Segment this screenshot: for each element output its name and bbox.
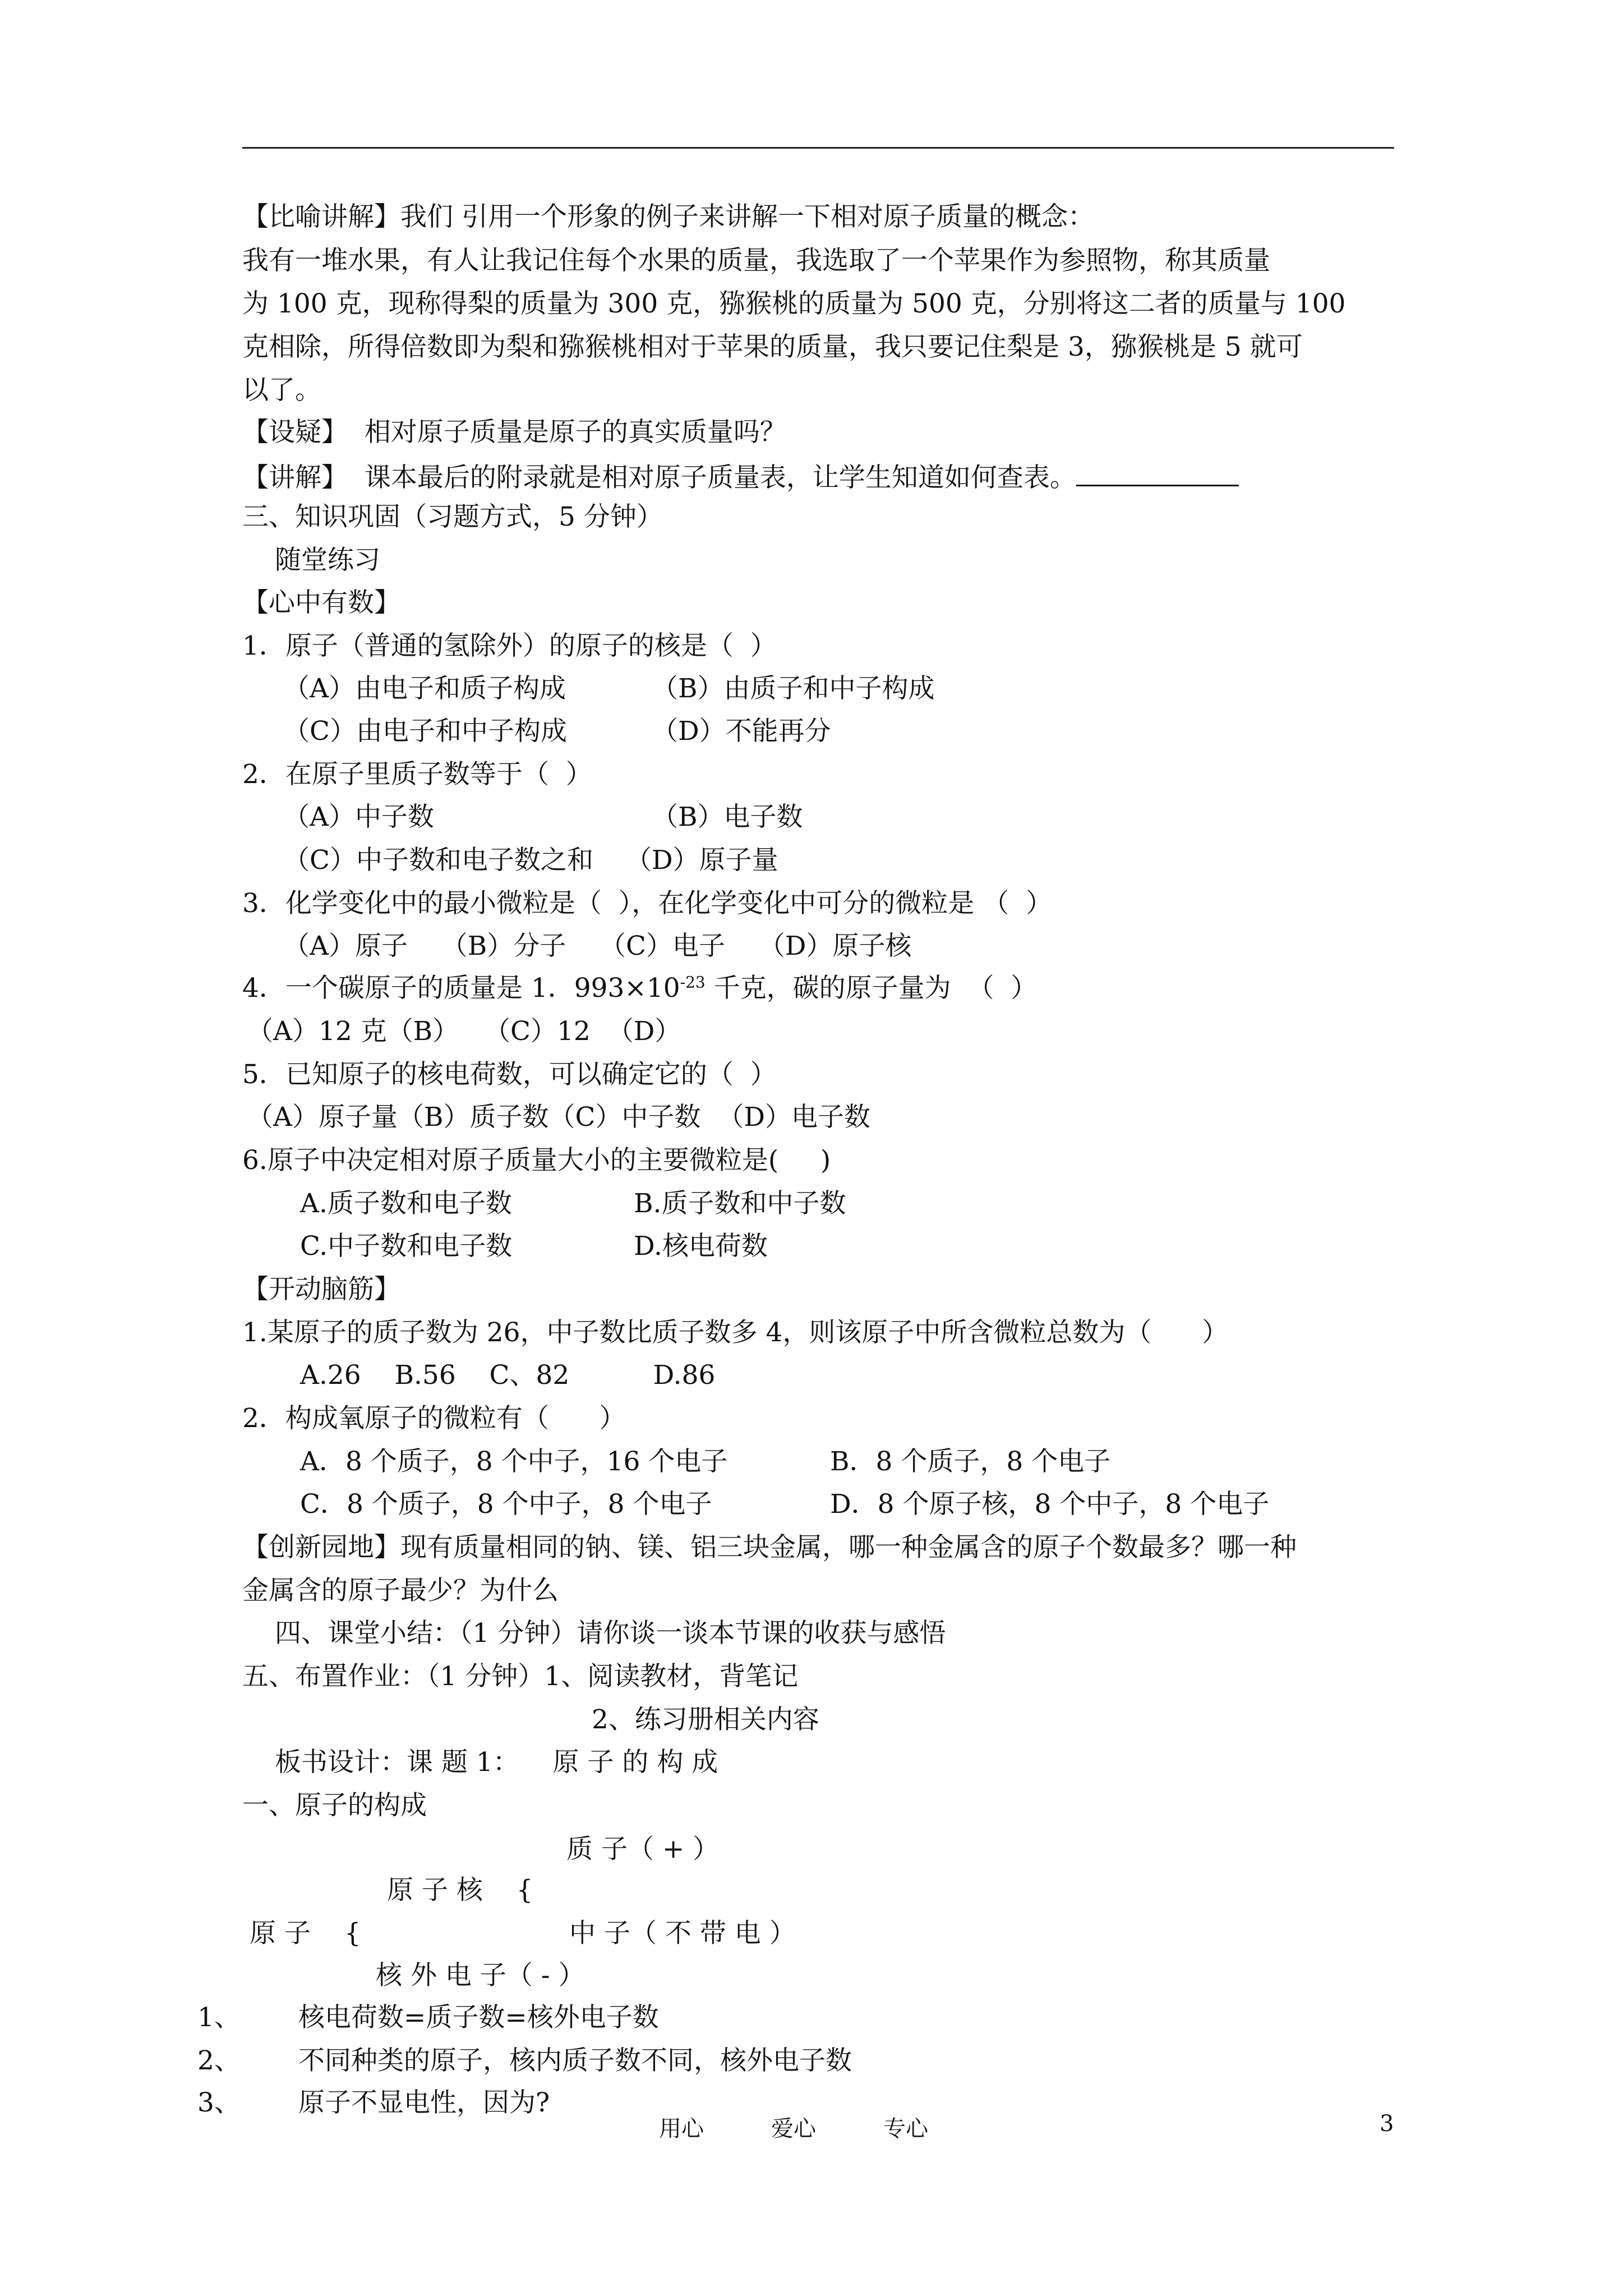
q6-option-c: C.中子数和电子数: [300, 1231, 513, 1262]
footer-slogan-2: 爱心: [771, 2116, 816, 2142]
q4-text-pre: 4．一个碳原子的质量是 1．993×10: [242, 973, 680, 1004]
brain-question-1: 1.某原子的质子数为 26，中子数比质子数多 4，则该原子中所含微粒总数为（ ）: [242, 1317, 1229, 1348]
q5-options: （A）原子量（B）质子数（C）中子数 （D）电子数: [247, 1102, 871, 1133]
brain-q2-option-c: C．8 个质子，8 个中子，8 个电子: [300, 1489, 712, 1520]
q4-exponent: -23: [680, 973, 706, 992]
point-1-number: 1、: [197, 2002, 241, 2033]
question-6: 6.原子中决定相对原子质量大小的主要微粒是( ): [242, 1145, 831, 1176]
q2-option-c: （C）中子数和电子数之和: [283, 845, 593, 876]
brain-q2-option-a: A．8 个质子，8 个中子，16 个电子: [300, 1446, 728, 1477]
page-number: 3: [1380, 2111, 1394, 2137]
analogy-line-5: 以了。: [242, 375, 321, 406]
explain-line: [242, 459, 1239, 494]
question-3: 3．化学变化中的最小微粒是（ ），在化学变化中可分的微粒是 （ ）: [242, 888, 1053, 919]
q2-option-a: （A）中子数: [283, 802, 434, 832]
point-2-text: 不同种类的原子，核内质子数不同，核外电子数: [298, 2045, 852, 2076]
brain-q1-options: A.26 B.56 C、82 D.86: [300, 1360, 716, 1391]
brain-question-2: 2．构成氧原子的微粒有（ ）: [242, 1403, 626, 1434]
section-3-heading: 三、知识巩固（习题方式，5 分钟）: [242, 501, 663, 532]
q1-option-b: （B）由质子和中子构成: [652, 673, 935, 704]
q1-option-a: （A）由电子和质子构成: [283, 673, 566, 704]
diagram-electron: 核 外 电 子（ - ）: [376, 1960, 585, 1991]
q4-text-post: 千克，碳的原子量为 （ ）: [705, 973, 1038, 1004]
question-1: 1．原子（普通的氢除外）的原子的核是（ ）: [242, 631, 777, 661]
brain-section-title: 【开动脑筋】: [242, 1274, 400, 1305]
q4-options: （A）12 克（B） （C）12 （D）: [247, 1016, 681, 1047]
section-5-heading: 五、布置作业：（1 分钟）1、阅读教材，背笔记: [242, 1661, 799, 1692]
footer-slogan-1: 用心: [659, 2116, 704, 2142]
q1-option-c: （C）由电子和中子构成: [283, 716, 567, 747]
question-2: 2．在原子里质子数等于（ ）: [242, 759, 592, 790]
point-3-number: 3、: [197, 2087, 241, 2118]
q6-option-a: A.质子数和电子数: [300, 1188, 512, 1219]
board-subheading: 一、原子的构成: [242, 1790, 427, 1821]
diagram-atom: 原 子 {: [250, 1918, 361, 1949]
answer-blank: [1076, 459, 1239, 486]
diagram-neutron: 中 子（ 不 带 电 ）: [569, 1918, 796, 1949]
analogy-line-1: 【比喻讲解】我们 引用一个形象的例子来讲解一下相对原子质量的概念：: [242, 201, 1094, 232]
q6-option-b: B.质子数和中子数: [634, 1188, 846, 1219]
practice-label: 随堂练习: [275, 545, 380, 576]
analogy-line-3: 为 100 克，现称得梨的质量为 300 克，猕猴桃的质量为 500 克，分别将这二者的质量与 100: [242, 288, 1346, 319]
q3-options: （A）原子 （B）分子 （C）电子 （D）原子核: [283, 931, 912, 961]
q2-option-b: （B）电子数: [652, 802, 803, 832]
q2-option-d: （D）原子量: [625, 845, 778, 876]
q1-option-d: （D）不能再分: [652, 716, 831, 747]
header-rule: [242, 147, 1394, 149]
innovation-line-2: 金属含的原子最少？为什么: [242, 1575, 559, 1606]
homework-item-2: 2、练习册相关内容: [592, 1704, 819, 1735]
point-3-text: 原子不显电性，因为?: [298, 2087, 550, 2118]
heart-section-title: 【心中有数】: [242, 587, 400, 618]
point-1-text: 核电荷数=质子数=核外电子数: [298, 2002, 659, 2033]
innovation-line-1: 【创新园地】现有质量相同的钠、镁、铝三块金属，哪一种金属含的原子个数最多？哪一种: [242, 1532, 1297, 1563]
diagram-proton: 质 子（ + ）: [566, 1834, 720, 1865]
footer-slogan-3: 专心: [883, 2116, 928, 2142]
question-line: 【设疑】 相对原子质量是原子的真实质量吗？: [242, 417, 786, 448]
point-2-number: 2、: [197, 2045, 241, 2076]
analogy-line-4: 克相除，所得倍数即为梨和猕猴桃相对于苹果的质量，我只要记住梨是 3，猕猴桃是 5 就可: [242, 332, 1303, 362]
explain-text: 【讲解】 课本最后的附录就是相对原子质量表，让学生知道如何查表。: [242, 462, 1076, 493]
board-design-title: 板书设计：课 题 1： 原 子 的 构 成: [275, 1747, 718, 1778]
analogy-line-2: 我有一堆水果，有人让我记住每个水果的质量，我选取了一个苹果作为参照物，称其质量: [242, 245, 1270, 276]
question-4: [242, 972, 1037, 1005]
question-5: 5．已知原子的核电荷数，可以确定它的（ ）: [242, 1059, 777, 1090]
q6-option-d: D.核电荷数: [634, 1231, 768, 1262]
brain-q2-option-b: B．8 个质子，8 个电子: [830, 1446, 1111, 1477]
diagram-nucleus: 原 子 核 {: [387, 1875, 533, 1906]
section-4-heading: 四、课堂小结：（1 分钟）请你谈一谈本节课的收获与感悟: [275, 1618, 946, 1649]
brain-q2-option-d: D．8 个原子核，8 个中子，8 个电子: [830, 1489, 1270, 1520]
